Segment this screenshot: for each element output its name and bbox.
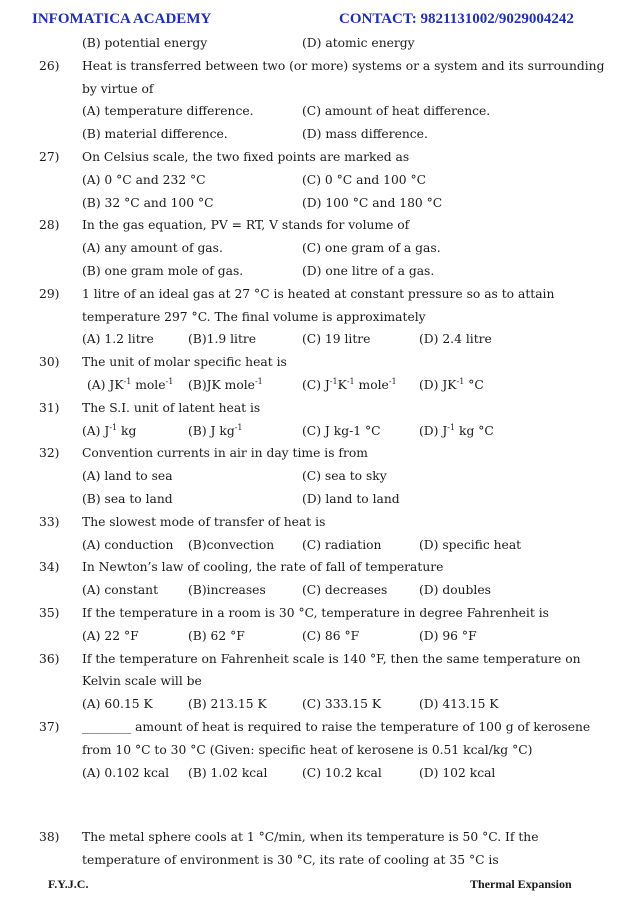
q35-option-c: (C) 86 °F bbox=[302, 628, 360, 643]
q32-option-a: (A) land to sea bbox=[82, 469, 173, 484]
q26-text: Heat is transferred between two (or more) systems or a system and its surrounding bbox=[82, 58, 605, 73]
q26-text-cont: by virtue of bbox=[82, 81, 154, 96]
q37-text: ________ amount of heat is required to raise the temperature of 100 g of kerosene bbox=[82, 719, 591, 734]
q26-line2 bbox=[0, 78, 638, 101]
q27-options-row1 bbox=[0, 169, 638, 192]
q37-option-b: (B) 1.02 kcal bbox=[188, 765, 268, 780]
page-header bbox=[0, 11, 638, 31]
q30-option-c: (C) $J^{-1}K^{-1}$ mole$^{-1}$ bbox=[302, 376, 397, 392]
q27-number: 27) bbox=[39, 149, 60, 164]
q31-option-d: (D) $J^{-1}$ kg °C bbox=[419, 422, 494, 438]
q28-option-c: (C) one gram of a gas. bbox=[302, 241, 441, 256]
q34-line1 bbox=[0, 556, 638, 579]
q38-line1 bbox=[0, 826, 638, 849]
q35-option-a: (A) 22 °F bbox=[82, 628, 139, 643]
q31-option-a: (A) $J^{-1}$ kg bbox=[82, 422, 137, 438]
q34-options bbox=[0, 579, 638, 602]
q28-option-a: (A) any amount of gas. bbox=[82, 241, 223, 256]
q29-text-cont: temperature 297 °C. The final volume is approximately bbox=[82, 309, 426, 324]
q33-option-a: (A) conduction bbox=[82, 537, 174, 552]
q27-option-d: (D) 100 °C and 180 °C bbox=[302, 195, 443, 210]
q30-option-b: (B)JK mole$^{-1}$ bbox=[188, 376, 263, 392]
q33-option-d: (D) specific heat bbox=[419, 537, 522, 552]
q34-option-d: (D) doubles bbox=[419, 583, 491, 598]
q25-options-row2 bbox=[0, 32, 638, 55]
q27-option-b: (B) 32 °C and 100 °C bbox=[82, 195, 214, 210]
q27-line1 bbox=[0, 146, 638, 169]
q26-options-row2 bbox=[0, 123, 638, 146]
q28-line1 bbox=[0, 214, 638, 237]
q28-options-row2 bbox=[0, 260, 638, 283]
q32-options-row1 bbox=[0, 465, 638, 488]
q37-text-cont: from 10 °C to 30 °C (Given: specific heat of kerosene is 0.51 kcal/kg °C) bbox=[82, 742, 533, 757]
q37-options bbox=[0, 762, 638, 785]
q35-option-d: (D) 96 °F bbox=[419, 628, 477, 643]
q31-text: The S.I. unit of latent heat is bbox=[82, 400, 261, 415]
q36-line1 bbox=[0, 648, 638, 671]
q32-options-row2 bbox=[0, 488, 638, 511]
q26-options-row1 bbox=[0, 100, 638, 123]
q33-text: The slowest mode of transfer of heat is bbox=[82, 514, 326, 529]
q29-option-d: (D) 2.4 litre bbox=[419, 332, 492, 347]
q36-text-cont: Kelvin scale will be bbox=[82, 674, 202, 689]
q37-option-d: (D) 102 kcal bbox=[419, 765, 496, 780]
q36-options bbox=[0, 693, 638, 716]
q29-options bbox=[0, 328, 638, 351]
q31-line1 bbox=[0, 397, 638, 420]
q32-option-c: (C) sea to sky bbox=[302, 469, 387, 484]
q25-option-b: (B) potential energy bbox=[82, 36, 208, 50]
q28-option-b: (B) one gram mole of gas. bbox=[82, 263, 244, 278]
q36-option-c: (C) 333.15 K bbox=[302, 697, 382, 712]
q28-options-row1 bbox=[0, 237, 638, 260]
q38-line2 bbox=[0, 849, 638, 872]
q27-option-a: (A) 0 °C and 232 °C bbox=[82, 172, 206, 187]
q32-option-d: (D) land to land bbox=[302, 491, 400, 506]
q33-number: 33) bbox=[39, 514, 60, 529]
q36-option-a: (A) 60.15 K bbox=[82, 697, 153, 712]
q38-number: 38) bbox=[39, 830, 60, 845]
q29-line2 bbox=[0, 306, 638, 329]
q33-option-b: (B)convection bbox=[188, 537, 275, 552]
q30-line1 bbox=[0, 351, 638, 374]
q25-option-d: (D) atomic energy bbox=[302, 36, 415, 50]
page-footer bbox=[0, 877, 638, 897]
q26-line1 bbox=[0, 55, 638, 78]
q30-option-a: (A) $JK^{-1}$ mole$^{-1}$ bbox=[87, 376, 174, 392]
q34-option-b: (B)increases bbox=[188, 583, 266, 598]
q27-option-c: (C) 0 °C and 100 °C bbox=[302, 172, 427, 187]
q35-text: If the temperature in a room is 30 °C, temperature in degree Fahrenheit is bbox=[82, 605, 549, 620]
chapter-label: Thermal Expansion bbox=[470, 877, 572, 891]
q36-option-d: (D) 413.15 K bbox=[419, 697, 499, 712]
q31-number: 31) bbox=[39, 400, 60, 415]
q29-option-c: (C) 19 litre bbox=[302, 332, 371, 347]
q37-line1 bbox=[0, 716, 638, 739]
q32-number: 32) bbox=[39, 446, 60, 461]
q37-option-c: (C) 10.2 kcal bbox=[302, 765, 382, 780]
q36-option-b: (B) 213.15 K bbox=[188, 697, 267, 712]
q32-option-b: (B) sea to land bbox=[82, 491, 173, 506]
q32-line1 bbox=[0, 442, 638, 465]
q36-text: If the temperature on Fahrenheit scale is 140 °F, then the same temperature on bbox=[82, 651, 581, 666]
q29-option-a: (A) 1.2 litre bbox=[82, 332, 154, 347]
q26-option-d: (D) mass difference. bbox=[302, 127, 428, 142]
class-label: F.Y.J.C. bbox=[48, 877, 89, 891]
contact-info: CONTACT: 9821131002/9029004242 bbox=[339, 11, 574, 27]
q37-number: 37) bbox=[39, 719, 60, 734]
q28-number: 28) bbox=[39, 218, 60, 233]
q32-text: Convention currents in air in day time is from bbox=[82, 446, 368, 461]
q29-line1 bbox=[0, 283, 638, 306]
q28-text: In the gas equation, PV = RT, V stands for volume of bbox=[82, 218, 410, 233]
q37-option-a: (A) 0.102 kcal bbox=[82, 765, 170, 780]
q31-option-c: (C) J kg-1 °C bbox=[302, 423, 381, 438]
q26-number: 26) bbox=[39, 58, 60, 73]
q38-text: The metal sphere cools at 1 °C/min, when its temperature is 50 °C. If the bbox=[82, 830, 539, 845]
q33-options bbox=[0, 534, 638, 557]
q34-number: 34) bbox=[39, 560, 60, 575]
q30-options bbox=[0, 374, 638, 397]
q36-line2 bbox=[0, 670, 638, 693]
q26-option-c: (C) amount of heat difference. bbox=[302, 104, 491, 119]
q30-text: The unit of molar specific heat is bbox=[82, 355, 287, 370]
q28-option-d: (D) one litre of a gas. bbox=[302, 263, 435, 278]
q35-number: 35) bbox=[39, 605, 60, 620]
q34-text: In Newton’s law of cooling, the rate of fall of temperature bbox=[82, 560, 444, 575]
q35-line1 bbox=[0, 602, 638, 625]
q31-option-b: (B) J $kg^{-1}$ bbox=[188, 422, 243, 438]
q36-number: 36) bbox=[39, 651, 60, 666]
q35-option-b: (B) 62 °F bbox=[188, 628, 245, 643]
q29-number: 29) bbox=[39, 286, 60, 301]
spacer bbox=[0, 784, 638, 826]
question-list bbox=[0, 32, 638, 872]
q34-option-a: (A) constant bbox=[82, 583, 159, 598]
q38-text-cont: temperature of environment is 30 °C, its rate of cooling at 35 °C is bbox=[82, 853, 499, 868]
q27-options-row2 bbox=[0, 192, 638, 215]
q33-line1 bbox=[0, 511, 638, 534]
q31-options bbox=[0, 420, 638, 443]
q29-text: 1 litre of an ideal gas at 27 °C is heated at constant pressure so as to attain bbox=[82, 286, 555, 301]
academy-name: INFOMATICA ACADEMY bbox=[32, 11, 212, 27]
q27-text: On Celsius scale, the two fixed points are marked as bbox=[82, 149, 410, 164]
q26-option-b: (B) material difference. bbox=[82, 127, 228, 142]
q33-option-c: (C) radiation bbox=[302, 537, 382, 552]
q30-option-d: (D) $JK^{-1}$ °C bbox=[419, 376, 484, 392]
q34-option-c: (C) decreases bbox=[302, 583, 388, 598]
q37-line2 bbox=[0, 739, 638, 762]
q35-options bbox=[0, 625, 638, 648]
q26-option-a: (A) temperature difference. bbox=[82, 104, 254, 119]
q30-number: 30) bbox=[39, 355, 60, 370]
q29-option-b: (B)1.9 litre bbox=[188, 332, 257, 347]
